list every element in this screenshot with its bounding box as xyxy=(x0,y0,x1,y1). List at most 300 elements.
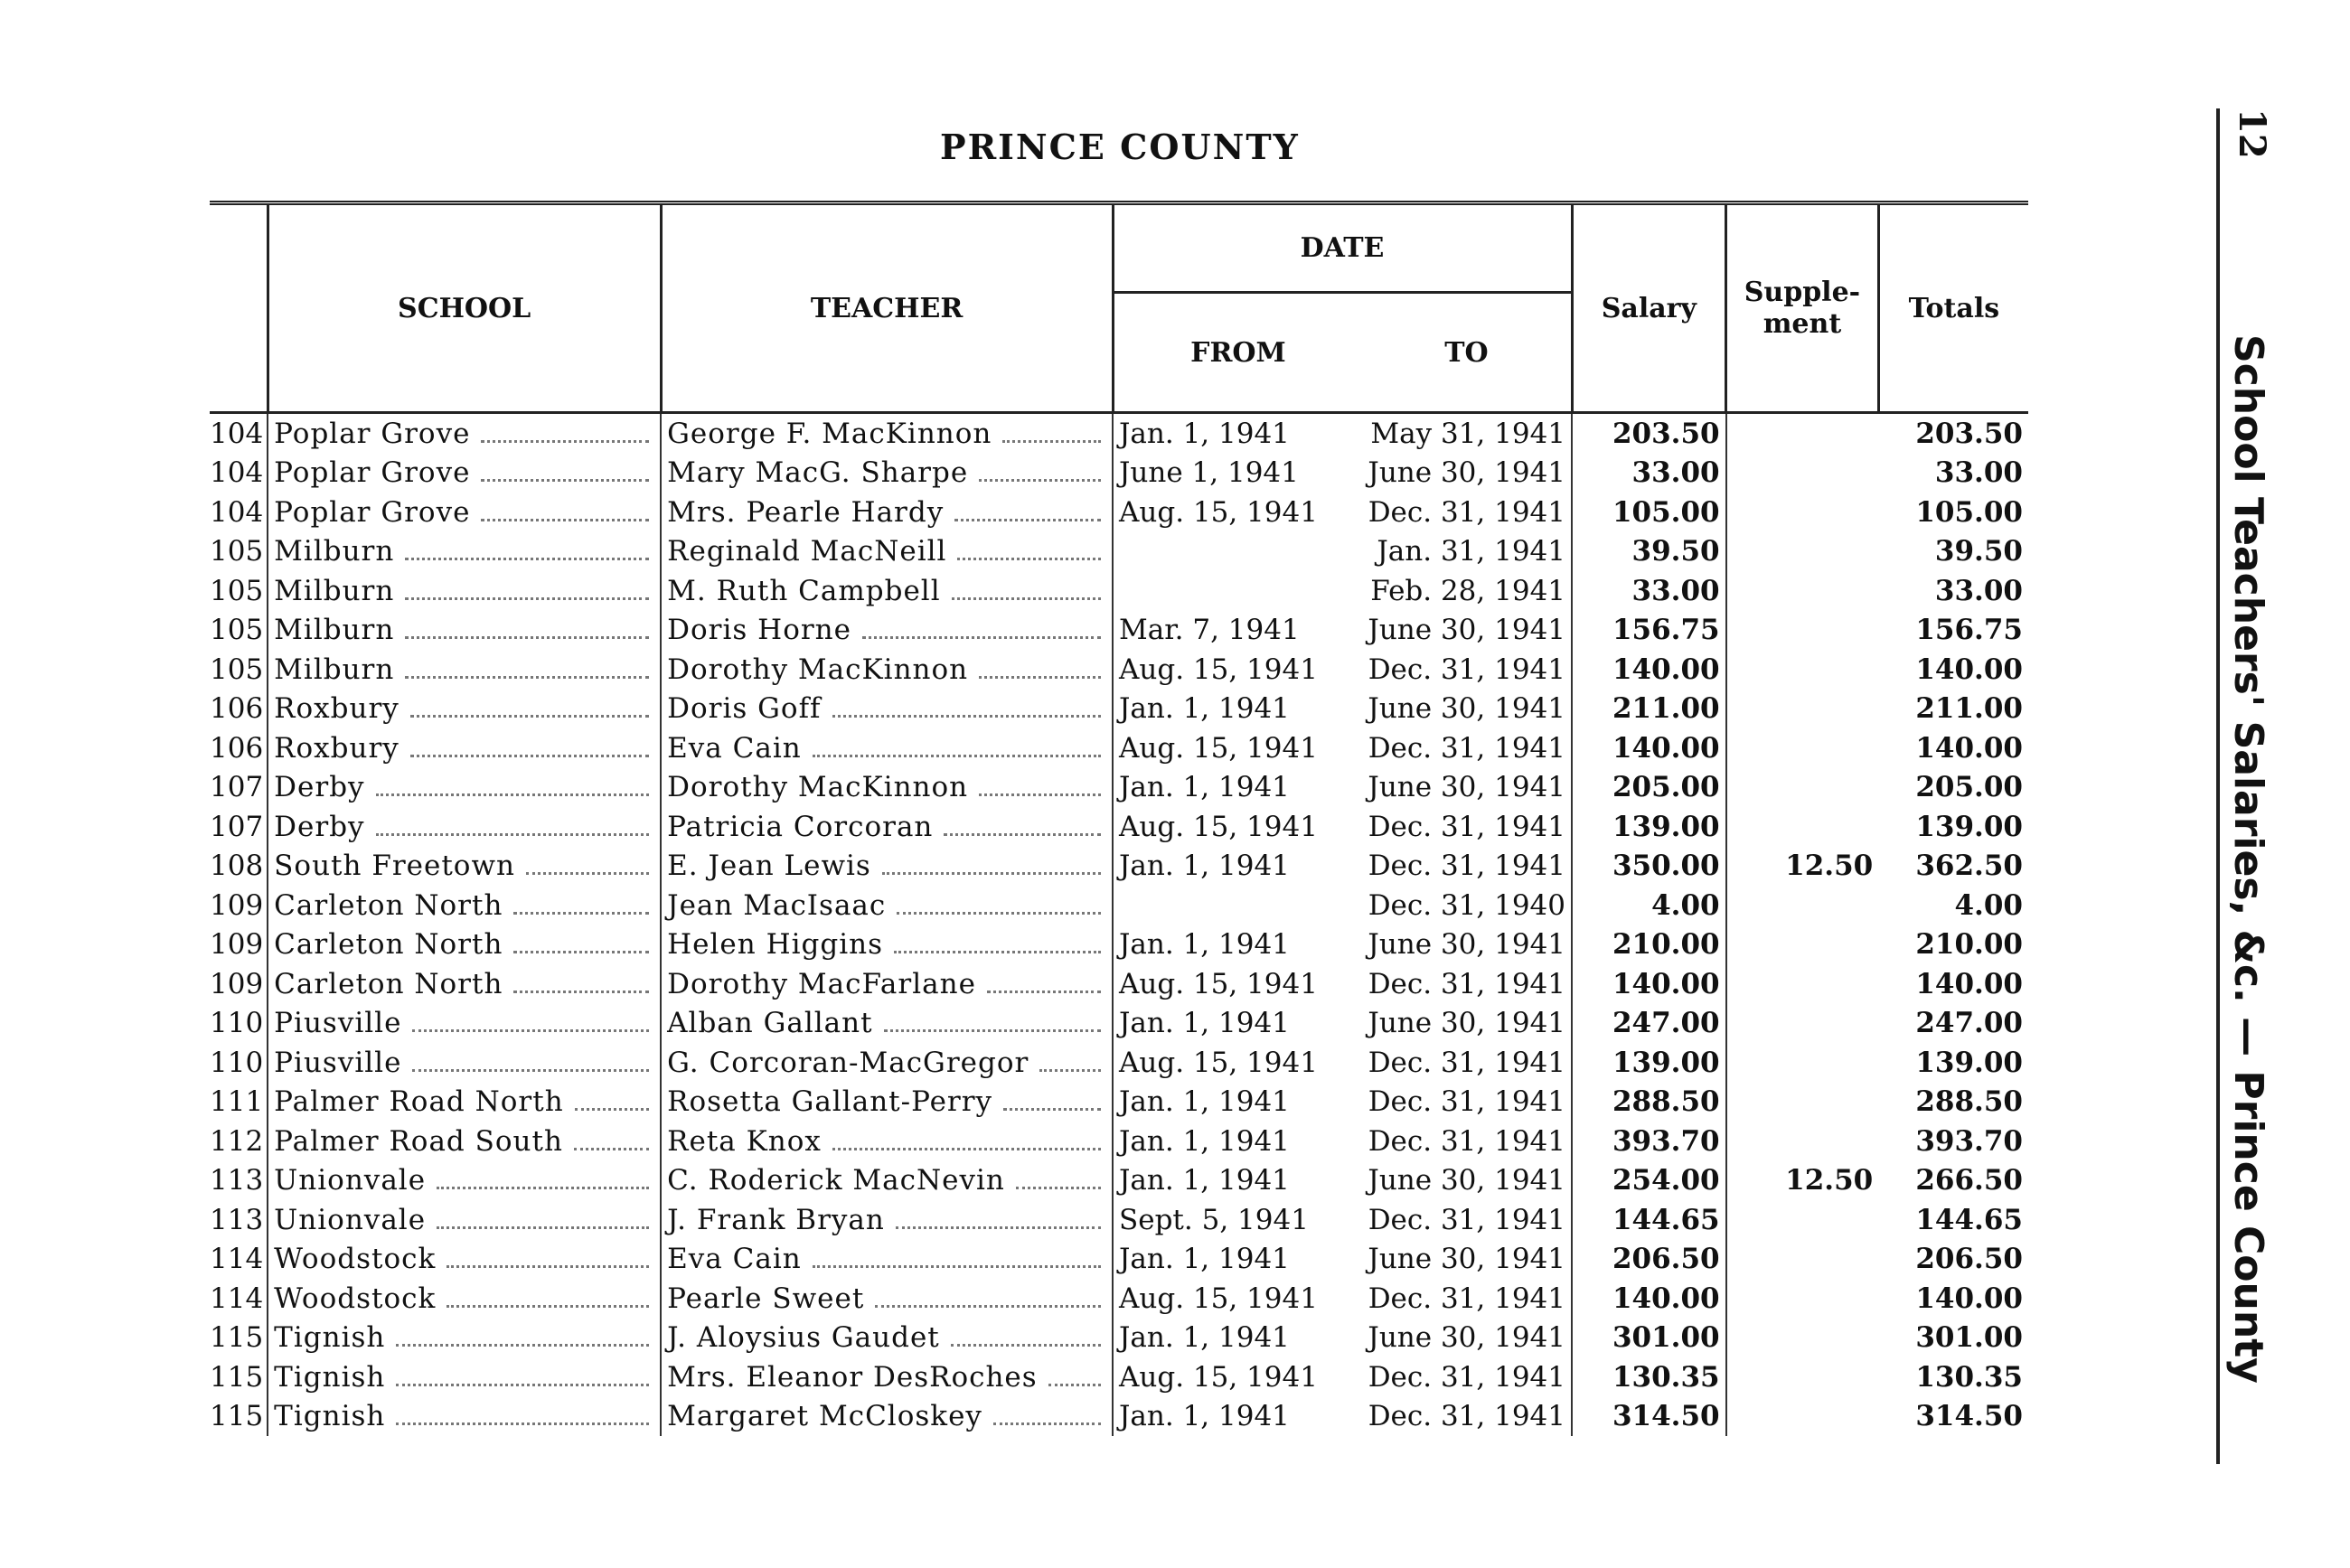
dot-leader xyxy=(405,597,649,600)
date-to-cell: Dec. 31, 1941 xyxy=(1368,495,1566,529)
dot-leader xyxy=(405,676,649,679)
date-to-cell: June 30, 1941 xyxy=(1368,771,1566,804)
teacher-name-text: Jean MacIsaac xyxy=(667,888,887,922)
header-salary: Salary xyxy=(1572,203,1726,413)
date-to-cell: May 31, 1941 xyxy=(1370,417,1566,450)
table-row xyxy=(210,532,2028,572)
school-name-text: South Freetown xyxy=(274,850,515,883)
salary-cell: 393.70 xyxy=(1572,1122,1726,1161)
teacher-name-cell xyxy=(661,807,1113,847)
date-to-cell: Dec. 31, 1941 xyxy=(1368,653,1566,686)
table-row xyxy=(210,1161,2028,1201)
school-name-text: Derby xyxy=(274,771,365,804)
teacher-name-cell xyxy=(661,1319,1113,1358)
school-name-text: Poplar Grove xyxy=(274,417,471,450)
school-name-text: Milburn xyxy=(274,535,395,568)
date-from-cell: Sept. 5, 1941 xyxy=(1113,1200,1362,1240)
table-row xyxy=(210,768,2028,808)
dot-leader xyxy=(575,1108,649,1111)
date-from-cell: Jan. 1, 1941 xyxy=(1113,1319,1362,1358)
table-row xyxy=(210,807,2028,847)
supplement-cell xyxy=(1726,1240,1879,1280)
salary-cell: 210.00 xyxy=(1572,925,1726,965)
teacher-name-text: Doris Horne xyxy=(667,614,851,647)
dot-leader xyxy=(832,715,1101,718)
salary-cell: 206.50 xyxy=(1572,1240,1726,1280)
dot-leader xyxy=(979,676,1101,679)
dot-leader xyxy=(376,793,650,796)
date-to-cell: Dec. 31, 1941 xyxy=(1368,850,1566,883)
date-from-cell: Jan. 1, 1941 xyxy=(1113,847,1362,887)
dot-leader xyxy=(896,1226,1101,1229)
table-row xyxy=(210,964,2028,1004)
date-from-cell: Aug. 15, 1941 xyxy=(1113,650,1362,690)
salary-cell: 247.00 xyxy=(1572,1004,1726,1044)
school-name-cell xyxy=(268,493,661,532)
salary-cell: 39.50 xyxy=(1572,532,1726,572)
school-name-text: Poplar Grove xyxy=(274,495,471,529)
dot-leader xyxy=(481,440,649,443)
side-rule xyxy=(2216,108,2220,1464)
school-number-cell: 105 xyxy=(210,614,264,647)
total-cell: 140.00 xyxy=(1915,731,2023,765)
date-to-cell: Dec. 31, 1941 xyxy=(1368,967,1566,1000)
date-from-cell: Jan. 1, 1941 xyxy=(1113,1083,1362,1122)
teacher-name-cell xyxy=(661,1397,1113,1437)
supplement-cell xyxy=(1726,1319,1879,1358)
date-from-cell xyxy=(1113,571,1362,611)
school-name-text: Milburn xyxy=(274,574,395,607)
dot-leader xyxy=(993,1422,1101,1425)
header-from: FROM xyxy=(1113,293,1362,413)
date-to-cell: Dec. 31, 1941 xyxy=(1368,1360,1566,1394)
school-name-text: Woodstock xyxy=(274,1282,437,1315)
school-number-cell: 107 xyxy=(210,810,264,843)
dot-leader xyxy=(954,519,1101,521)
date-from-cell: Aug. 15, 1941 xyxy=(1113,493,1362,532)
salary-cell: 301.00 xyxy=(1572,1319,1726,1358)
school-number-cell: 111 xyxy=(210,1085,264,1119)
teacher-name-cell xyxy=(661,1043,1113,1083)
teacher-name-text: Mrs. Eleanor DesRoches xyxy=(667,1360,1038,1394)
school-name-cell xyxy=(268,1043,661,1083)
dot-leader xyxy=(951,1344,1101,1347)
school-name-cell xyxy=(268,1357,661,1397)
school-number-cell: 105 xyxy=(210,574,264,607)
teacher-name-text: Reta Knox xyxy=(667,1124,822,1158)
table-row xyxy=(210,728,2028,768)
dot-leader xyxy=(410,715,649,718)
table-row xyxy=(210,493,2028,532)
school-number-cell: 105 xyxy=(210,653,264,686)
supplement-cell xyxy=(1726,454,1879,493)
dot-leader xyxy=(979,793,1101,796)
school-name-cell xyxy=(268,1240,661,1280)
school-name-text: Unionvale xyxy=(274,1203,427,1236)
dot-leader xyxy=(513,951,649,953)
table-row xyxy=(210,847,2028,887)
total-cell: 247.00 xyxy=(1915,1007,2023,1040)
school-number-cell: 115 xyxy=(210,1400,264,1433)
school-name-text: Carleton North xyxy=(274,888,503,922)
school-number-cell: 109 xyxy=(210,967,264,1000)
teacher-name-cell xyxy=(661,493,1113,532)
teacher-name-cell xyxy=(661,728,1113,768)
school-name-cell xyxy=(268,728,661,768)
total-cell: 393.70 xyxy=(1915,1124,2023,1158)
teacher-name-text: Eva Cain xyxy=(667,731,802,765)
school-name-cell xyxy=(268,1083,661,1122)
total-cell: 362.50 xyxy=(1915,850,2023,883)
dot-leader xyxy=(405,636,649,639)
dot-leader xyxy=(437,1187,649,1189)
school-name-text: Woodstock xyxy=(274,1243,437,1276)
dot-leader xyxy=(813,755,1101,757)
school-name-cell xyxy=(268,690,661,729)
header-totals: Totals xyxy=(1878,203,2028,413)
table-row xyxy=(210,886,2028,925)
school-name-cell xyxy=(268,886,661,925)
school-name-cell xyxy=(268,611,661,651)
school-number-cell: 106 xyxy=(210,731,264,765)
supplement-cell: 12.50 xyxy=(1726,847,1879,887)
school-name-cell xyxy=(268,807,661,847)
school-number-cell: 110 xyxy=(210,1007,264,1040)
total-cell: 314.50 xyxy=(1915,1400,2023,1433)
table-row xyxy=(210,571,2028,611)
dot-leader xyxy=(884,1029,1101,1032)
dot-leader xyxy=(376,833,650,836)
dot-leader xyxy=(882,872,1101,875)
school-number-cell: 114 xyxy=(210,1282,264,1315)
page-number: 12 xyxy=(2231,108,2273,159)
school-name-text: Piusville xyxy=(274,1007,402,1040)
total-cell: 203.50 xyxy=(1915,417,2023,450)
salary-cell: 144.65 xyxy=(1572,1200,1726,1240)
teacher-name-text: Pearle Sweet xyxy=(667,1282,865,1315)
supplement-cell xyxy=(1726,807,1879,847)
school-number-cell: 109 xyxy=(210,928,264,962)
teacher-name-text: Helen Higgins xyxy=(667,928,884,962)
supplement-cell xyxy=(1726,1357,1879,1397)
school-name-cell xyxy=(268,1200,661,1240)
supplement-cell xyxy=(1726,1083,1879,1122)
header-teacher: TEACHER xyxy=(661,203,1113,413)
teacher-name-cell xyxy=(661,1161,1113,1201)
school-name-cell xyxy=(268,1004,661,1044)
date-from-cell: Aug. 15, 1941 xyxy=(1113,1279,1362,1319)
total-cell: 211.00 xyxy=(1915,692,2023,726)
dot-leader xyxy=(396,1422,649,1425)
salary-cell: 139.00 xyxy=(1572,807,1726,847)
dot-leader xyxy=(952,597,1101,600)
date-to-cell: Dec. 31, 1941 xyxy=(1368,731,1566,765)
teacher-name-text: Dorothy MacKinnon xyxy=(667,653,969,686)
dot-leader xyxy=(412,1029,649,1032)
school-number-cell: 112 xyxy=(210,1124,264,1158)
teacher-name-cell xyxy=(661,611,1113,651)
school-number-cell: 115 xyxy=(210,1360,264,1394)
date-to-cell: Dec. 31, 1940 xyxy=(1368,888,1566,922)
table-row xyxy=(210,925,2028,965)
supplement-cell xyxy=(1726,532,1879,572)
dot-leader xyxy=(405,558,649,560)
date-from-cell: Jan. 1, 1941 xyxy=(1113,925,1362,965)
teacher-name-text: C. Roderick MacNevin xyxy=(667,1164,1005,1197)
dot-leader xyxy=(944,833,1101,836)
school-name-text: Tignish xyxy=(274,1360,386,1394)
dot-leader xyxy=(1003,1108,1101,1111)
school-name-text: Derby xyxy=(274,810,365,843)
dot-leader xyxy=(979,479,1101,482)
teacher-name-text: M. Ruth Campbell xyxy=(667,574,941,607)
date-to-cell: Dec. 31, 1941 xyxy=(1368,810,1566,843)
date-from-cell: Jan. 1, 1941 xyxy=(1113,1240,1362,1280)
table-row xyxy=(210,1043,2028,1083)
date-from-cell: Jan. 1, 1941 xyxy=(1113,1161,1362,1201)
school-name-cell xyxy=(268,1319,661,1358)
dot-leader xyxy=(875,1305,1101,1308)
dot-leader xyxy=(412,1069,649,1072)
supplement-cell xyxy=(1726,1122,1879,1161)
table-row xyxy=(210,454,2028,493)
dot-leader xyxy=(894,951,1101,953)
dot-leader xyxy=(481,519,649,521)
table-row xyxy=(210,1083,2028,1122)
supplement-cell xyxy=(1726,768,1879,808)
dot-leader xyxy=(481,479,649,482)
teacher-name-cell xyxy=(661,1122,1113,1161)
school-name-text: Palmer Road North xyxy=(274,1085,564,1119)
date-to-cell: Feb. 28, 1941 xyxy=(1370,574,1566,607)
date-from-cell: Jan. 1, 1941 xyxy=(1113,1122,1362,1161)
date-from-cell xyxy=(1113,886,1362,925)
salary-cell: 4.00 xyxy=(1572,886,1726,925)
supplement-cell xyxy=(1726,925,1879,965)
table-body xyxy=(210,413,2028,1437)
school-number-cell: 113 xyxy=(210,1203,264,1236)
supplement-cell xyxy=(1726,1279,1879,1319)
school-number-cell: 108 xyxy=(210,850,264,883)
school-name-text: Palmer Road South xyxy=(274,1124,563,1158)
dot-leader xyxy=(574,1148,649,1150)
supplement-cell xyxy=(1726,1200,1879,1240)
salary-cell: 140.00 xyxy=(1572,964,1726,1004)
table-row xyxy=(210,1004,2028,1044)
total-cell: 156.75 xyxy=(1915,614,2023,647)
date-to-cell: Jan. 31, 1941 xyxy=(1377,535,1566,568)
school-name-text: Piusville xyxy=(274,1046,402,1079)
salary-cell: 33.00 xyxy=(1572,571,1726,611)
dot-leader xyxy=(396,1384,649,1386)
teacher-name-text: J. Aloysius Gaudet xyxy=(667,1321,940,1355)
salary-cell: 140.00 xyxy=(1572,1279,1726,1319)
dot-leader xyxy=(1002,440,1101,443)
school-name-cell xyxy=(268,847,661,887)
school-number-cell: 105 xyxy=(210,535,264,568)
dot-leader xyxy=(446,1265,649,1268)
school-name-text: Carleton North xyxy=(274,967,503,1000)
salary-cell: 254.00 xyxy=(1572,1161,1726,1201)
dot-leader xyxy=(1039,1069,1101,1072)
supplement-cell xyxy=(1726,964,1879,1004)
teacher-name-text: Patricia Corcoran xyxy=(667,810,934,843)
school-name-text: Tignish xyxy=(274,1400,386,1433)
date-to-cell: June 30, 1941 xyxy=(1368,614,1566,647)
teacher-name-cell xyxy=(661,413,1113,454)
date-to-cell: June 30, 1941 xyxy=(1368,928,1566,962)
dot-leader xyxy=(437,1226,649,1229)
salary-cell: 350.00 xyxy=(1572,847,1726,887)
date-to-cell: June 30, 1941 xyxy=(1368,692,1566,726)
date-from-cell: Aug. 15, 1941 xyxy=(1113,1043,1362,1083)
salary-cell: 211.00 xyxy=(1572,690,1726,729)
teacher-name-cell xyxy=(661,1357,1113,1397)
school-number-cell: 106 xyxy=(210,692,264,726)
supplement-cell xyxy=(1726,1004,1879,1044)
total-cell: 144.65 xyxy=(1915,1203,2023,1236)
dot-leader xyxy=(862,636,1101,639)
dot-leader xyxy=(526,872,649,875)
dot-leader xyxy=(513,991,649,993)
header-school: SCHOOL xyxy=(268,203,661,413)
salary-cell: 139.00 xyxy=(1572,1043,1726,1083)
school-name-text: Poplar Grove xyxy=(274,456,471,490)
date-to-cell: Dec. 31, 1941 xyxy=(1368,1085,1566,1119)
school-name-cell xyxy=(268,1279,661,1319)
header-to: TO xyxy=(1444,336,1489,369)
date-from-cell: Jan. 1, 1941 xyxy=(1113,1397,1362,1437)
header-row xyxy=(210,203,2028,293)
total-cell: 139.00 xyxy=(1915,1046,2023,1079)
school-number-cell: 104 xyxy=(210,417,264,450)
supplement-cell xyxy=(1726,493,1879,532)
date-to-cell: Dec. 31, 1941 xyxy=(1368,1282,1566,1315)
school-name-cell xyxy=(268,571,661,611)
teacher-name-text: Dorothy MacKinnon xyxy=(667,771,969,804)
teacher-name-cell xyxy=(661,1200,1113,1240)
total-cell: 205.00 xyxy=(1915,771,2023,804)
salary-cell: 105.00 xyxy=(1572,493,1726,532)
teacher-name-cell xyxy=(661,925,1113,965)
header-supplement: Supple-ment xyxy=(1726,203,1879,413)
teacher-name-text: E. Jean Lewis xyxy=(667,850,871,883)
teacher-name-cell xyxy=(661,1240,1113,1280)
salary-cell: 314.50 xyxy=(1572,1397,1726,1437)
school-name-text: Unionvale xyxy=(274,1164,427,1197)
school-name-text: Roxbury xyxy=(274,731,400,765)
total-cell: 4.00 xyxy=(1954,888,2023,922)
teacher-name-cell xyxy=(661,650,1113,690)
date-to-cell: June 30, 1941 xyxy=(1368,1243,1566,1276)
teacher-name-cell xyxy=(661,690,1113,729)
teacher-name-cell xyxy=(661,454,1113,493)
supplement-cell xyxy=(1726,728,1879,768)
teacher-name-cell xyxy=(661,1083,1113,1122)
total-cell: 39.50 xyxy=(1934,535,2023,568)
dot-leader xyxy=(410,755,649,757)
date-to-cell: June 30, 1941 xyxy=(1368,1321,1566,1355)
school-number-cell: 114 xyxy=(210,1243,264,1276)
date-to-cell: Dec. 31, 1941 xyxy=(1368,1203,1566,1236)
total-cell: 140.00 xyxy=(1915,967,2023,1000)
total-cell: 266.50 xyxy=(1915,1164,2023,1197)
teacher-name-text: Margaret McCloskey xyxy=(667,1400,982,1433)
teacher-name-text: Alban Gallant xyxy=(667,1007,873,1040)
teacher-name-text: Dorothy MacFarlane xyxy=(667,967,976,1000)
teacher-name-cell xyxy=(661,964,1113,1004)
school-number-cell: 109 xyxy=(210,888,264,922)
total-cell: 206.50 xyxy=(1915,1243,2023,1276)
school-number-cell: 104 xyxy=(210,495,264,529)
dot-leader xyxy=(813,1265,1101,1268)
date-from-cell: Aug. 15, 1941 xyxy=(1113,728,1362,768)
date-from-cell: Aug. 15, 1941 xyxy=(1113,964,1362,1004)
dot-leader xyxy=(832,1148,1101,1150)
school-name-text: Milburn xyxy=(274,653,395,686)
date-to-cell: Dec. 31, 1941 xyxy=(1368,1046,1566,1079)
table-row xyxy=(210,650,2028,690)
teacher-name-text: Doris Goff xyxy=(667,692,822,726)
date-from-cell: June 1, 1941 xyxy=(1113,454,1362,493)
supplement-cell xyxy=(1726,1397,1879,1437)
date-from-cell: Jan. 1, 1941 xyxy=(1113,1004,1362,1044)
school-number-cell: 113 xyxy=(210,1164,264,1197)
date-from-cell: Jan. 1, 1941 xyxy=(1113,768,1362,808)
date-from-cell: Aug. 15, 1941 xyxy=(1113,1357,1362,1397)
school-name-text: Carleton North xyxy=(274,928,503,962)
table-row xyxy=(210,1357,2028,1397)
teacher-name-cell xyxy=(661,1279,1113,1319)
date-from-cell: Aug. 15, 1941 xyxy=(1113,807,1362,847)
school-number-cell: 115 xyxy=(210,1321,264,1355)
table-row xyxy=(210,690,2028,729)
total-cell: 210.00 xyxy=(1915,928,2023,962)
teacher-name-cell xyxy=(661,1004,1113,1044)
school-name-text: Roxbury xyxy=(274,692,400,726)
dot-leader xyxy=(1016,1187,1101,1189)
school-name-cell xyxy=(268,532,661,572)
header-number-col xyxy=(210,203,268,413)
page-title: PRINCE COUNTY xyxy=(940,127,1300,167)
total-cell: 33.00 xyxy=(1934,574,2023,607)
total-cell: 301.00 xyxy=(1915,1321,2023,1355)
supplement-cell xyxy=(1726,690,1879,729)
date-to-cell: June 30, 1941 xyxy=(1368,1007,1566,1040)
salary-cell: 33.00 xyxy=(1572,454,1726,493)
salary-table xyxy=(210,201,2028,1436)
total-cell: 140.00 xyxy=(1915,653,2023,686)
salary-cell: 205.00 xyxy=(1572,768,1726,808)
teacher-name-cell xyxy=(661,886,1113,925)
school-name-cell xyxy=(268,925,661,965)
table-row xyxy=(210,413,2028,454)
salary-cell: 140.00 xyxy=(1572,650,1726,690)
teacher-name-cell xyxy=(661,847,1113,887)
teacher-name-text: J. Frank Bryan xyxy=(667,1203,885,1236)
supplement-cell xyxy=(1726,886,1879,925)
date-to-cell: June 30, 1941 xyxy=(1368,456,1566,490)
teacher-name-cell xyxy=(661,532,1113,572)
table-row xyxy=(210,611,2028,651)
dot-leader xyxy=(396,1344,649,1347)
table-row xyxy=(210,1279,2028,1319)
teacher-name-text: Mary MacG. Sharpe xyxy=(667,456,969,490)
school-name-cell xyxy=(268,768,661,808)
dot-leader xyxy=(987,991,1101,993)
date-from-cell xyxy=(1113,532,1362,572)
supplement-cell xyxy=(1726,1043,1879,1083)
